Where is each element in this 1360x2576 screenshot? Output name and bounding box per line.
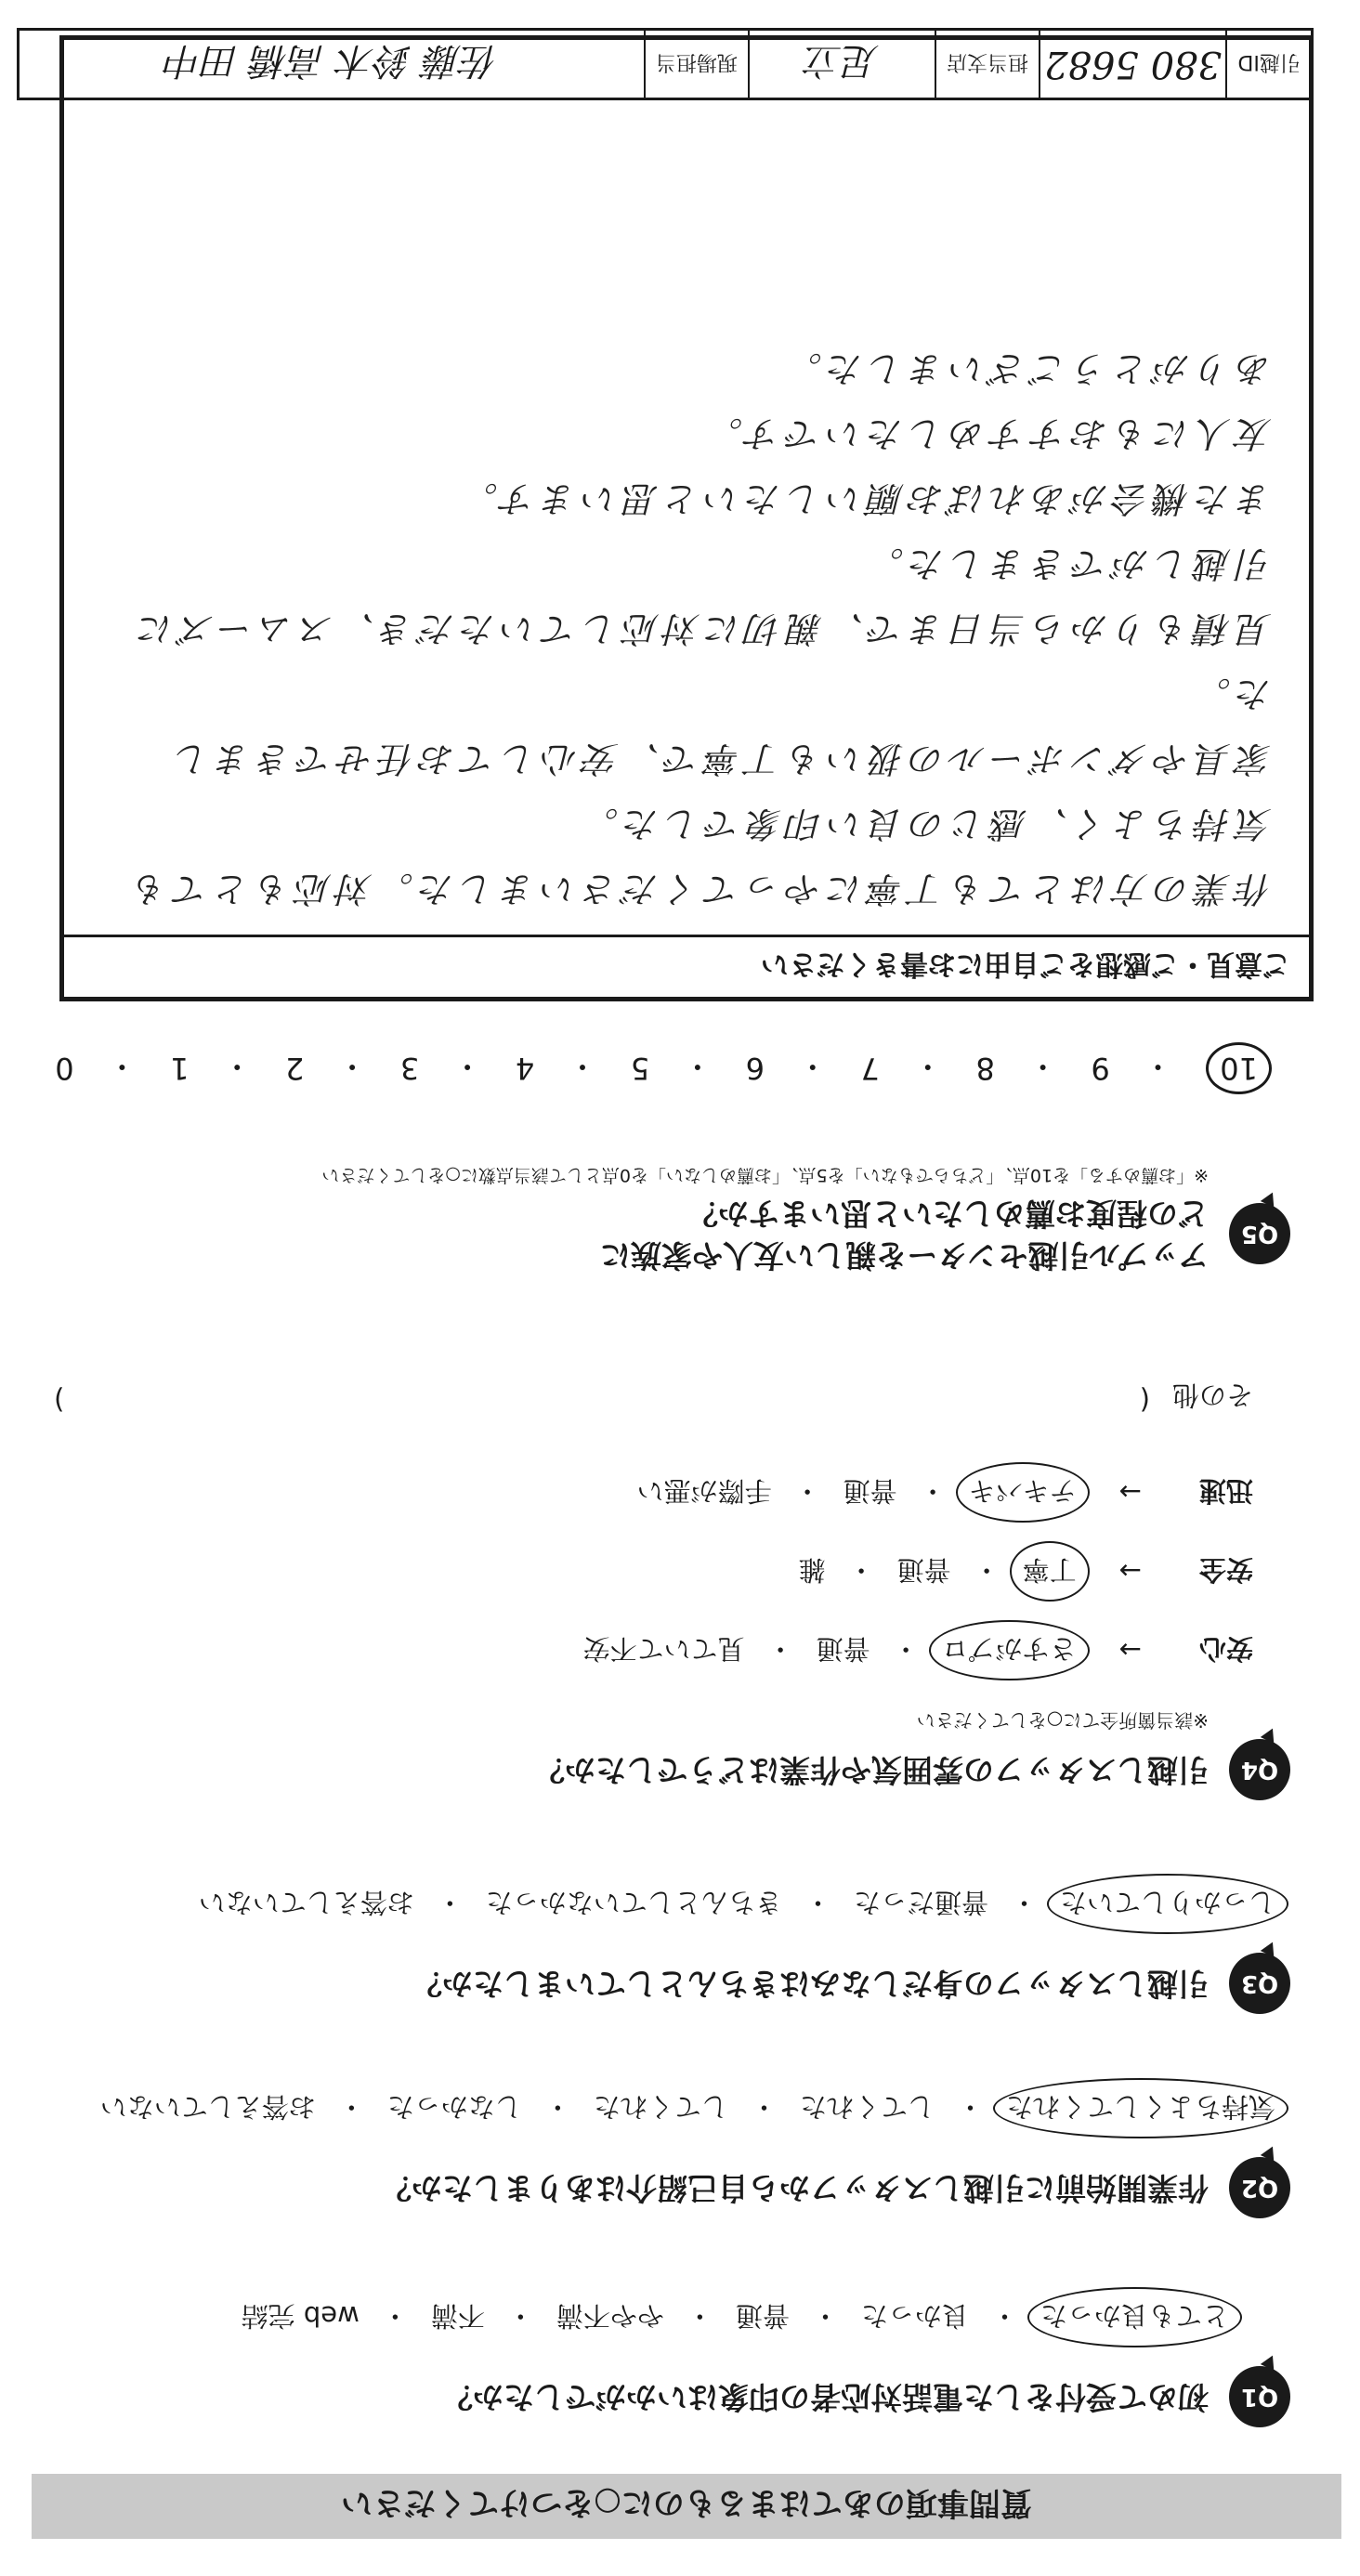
q4-option[interactable]: 丁寧 (1017, 1550, 1082, 1592)
arrow-icon: → (1118, 1555, 1142, 1588)
q3-title: 引越しスタッフの身だしなみはきちんとしていましたか？ (412, 1966, 1209, 2003)
scale-option[interactable]: 6 (745, 1051, 765, 1086)
footer-table (17, 28, 1314, 100)
q4-option[interactable]: 普通 (816, 1633, 870, 1665)
q4-option[interactable]: さすがプロ (936, 1629, 1082, 1671)
q4-note: ※該当箇所全てに○をしてください (916, 1709, 1209, 1732)
q5-scale: 10 ・ 9 ・ 8 ・ 7 ・ 6 ・ 5 ・ 4 ・ 3 ・ 2 ・ 1 ・ 0 (55, 1042, 1272, 1094)
question-4 (46, 1378, 1290, 1800)
question-3 (46, 1883, 1290, 2014)
q2-option[interactable]: お答えしていない (99, 2091, 316, 2123)
scale-option[interactable]: 0 (55, 1051, 74, 1086)
branch-label: 担当支店 (935, 31, 1039, 98)
q1-option[interactable]: 普通 (735, 2300, 790, 2332)
q4-row: 迅速 → テキパキ ・ 普通 ・ 手際が悪い (46, 1471, 1253, 1513)
arrow-icon: → (1118, 1634, 1142, 1667)
scale-option[interactable]: 1 (170, 1051, 190, 1086)
q1-badge: Q1 (1229, 2366, 1290, 2427)
id-label: 引越ID (1225, 31, 1311, 98)
q4-option[interactable]: 普通 (896, 1554, 951, 1586)
q1-title: 初めて受付をした電話対応者の印象はいかがでしたか？ (442, 2379, 1209, 2416)
scale-option[interactable]: 8 (975, 1051, 995, 1086)
q4-other-open: ( (1139, 1384, 1150, 1416)
comment-box[interactable] (59, 35, 1314, 1001)
q5-badge: Q5 (1229, 1203, 1290, 1264)
q5-title-line2: どの程度お薦めしたいと思いますか？ (687, 1196, 1209, 1233)
q2-options: 気持ちよくしてくれた ・ してくれた ・ してくれた ・ しなかった ・ お答えしていない (46, 2087, 1281, 2129)
q1-option[interactable]: 良かった (860, 2300, 969, 2332)
q2-option[interactable]: 気持ちよくしてくれた (1000, 2087, 1281, 2129)
comment-heading: ご意見・ご感想をご自由にお書きください (64, 935, 1309, 997)
q1-option[interactable]: やや不満 (556, 2300, 664, 2332)
q4-option[interactable]: テキパキ (963, 1471, 1082, 1513)
instruction-text: 質問事項のあてはまるものに○をつけてください (341, 2484, 1032, 2522)
scale-option[interactable]: 3 (399, 1051, 420, 1086)
q3-option[interactable]: 普通だった (853, 1887, 988, 1918)
arrow-icon: → (1118, 1476, 1142, 1509)
comment-handwriting: 作業の方はとても丁寧にやってくださいました。対応もとても気持ちよく、感じの良い印象でした。 家具やダンボールの扱いも丁寧で、安心してお任せできました。 見積もりから当日まで、親切に対応していただき、スムーズに引越しができました。 また機会があればお願いしたいと思います。 友人にもおすすめしたいです。 ありがとうございました。 (126, 348, 1272, 909)
q2-title: 作業開始前に引越しスタッフから自己紹介はありましたか？ (381, 2170, 1209, 2207)
q4-option[interactable]: 普通 (843, 1475, 897, 1507)
q1-option[interactable]: とても良かった (1035, 2296, 1235, 2338)
q4-row: 安全 → 丁寧 ・ 普通 ・ 雑 (46, 1550, 1253, 1592)
q4-row-label: 迅速 (1198, 1475, 1253, 1507)
scale-option[interactable]: 5 (630, 1051, 650, 1086)
q3-badge: Q3 (1229, 1953, 1290, 2014)
q4-row: 安心 → さすがプロ ・ 普通 ・ 見ていて不安 (46, 1629, 1253, 1671)
q4-other-close: ) (53, 1384, 65, 1416)
question-2 (46, 2087, 1290, 2218)
q4-title: 引越しスタッフの雰囲気や作業はどうでしたか？ (534, 1752, 1209, 1789)
q3-option[interactable]: きちんとしていなかった (485, 1887, 782, 1918)
q5-note: ※「お薦めする」を10点、「どちらでもない」を5点、「お薦めしない」を0点として該当点数に○をしてください (321, 1164, 1209, 1185)
branch-value: 足立 (748, 31, 935, 98)
q2-option[interactable]: しなかった (386, 2091, 522, 2123)
scale-option[interactable]: 7 (860, 1051, 880, 1086)
q4-other (46, 1378, 1253, 1416)
question-1 (46, 2296, 1290, 2427)
instruction-band (32, 2474, 1341, 2539)
q2-option[interactable]: してくれた (799, 2091, 935, 2123)
q4-option[interactable]: 雑 (798, 1554, 826, 1586)
q4-option[interactable]: 手際が悪い (636, 1475, 772, 1507)
scale-option[interactable]: 10 (1206, 1042, 1272, 1094)
q4-row-label: 安心 (1198, 1633, 1253, 1665)
q3-option[interactable]: お答えしていない (198, 1887, 414, 1918)
staff-value: 佐藤 鈴木 高橋 田中 (164, 39, 499, 83)
q4-row-label: 安全 (1198, 1554, 1253, 1586)
q1-option[interactable]: web 完結 (241, 2300, 360, 2332)
q4-badge: Q4 (1229, 1739, 1290, 1800)
scale-option[interactable]: 9 (1091, 1051, 1110, 1086)
staff-label: 現場担当 (644, 31, 748, 98)
id-value: 380 5682 (1039, 31, 1225, 98)
q2-badge: Q2 (1229, 2157, 1290, 2218)
q3-option[interactable]: しっかりしていた (1054, 1883, 1281, 1925)
scale-option[interactable]: 4 (515, 1051, 535, 1086)
q4-other-field[interactable] (54, 1378, 1150, 1416)
q3-options: しっかりしていた ・ 普通だった ・ きちんとしていなかった ・ お答えしていない (46, 1883, 1281, 1925)
question-5 (46, 1164, 1290, 1275)
q4-other-label: その他 (1171, 1380, 1253, 1411)
scale-option[interactable]: 2 (285, 1051, 305, 1086)
q2-option[interactable]: してくれた (593, 2091, 728, 2123)
q1-options: とても良かった ・ 良かった ・ 普通 ・ やや不満 ・ 不満 ・ web 完結 (46, 2296, 1235, 2338)
q4-option[interactable]: 見ていて不安 (582, 1633, 745, 1665)
q1-option[interactable]: 不満 (430, 2300, 485, 2332)
q5-title-line1: アップル引越センターを親しい友人や家族に (599, 1237, 1209, 1274)
